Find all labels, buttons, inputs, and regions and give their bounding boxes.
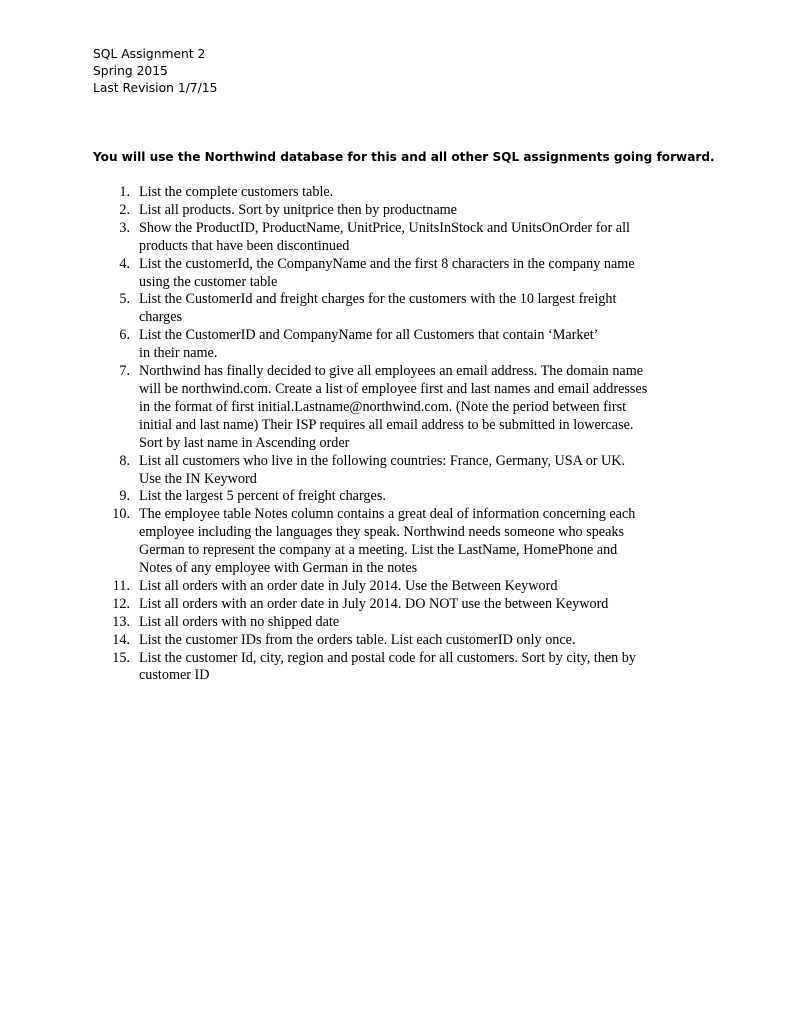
question-item — [106, 506, 706, 578]
question-text-line: charges — [139, 309, 183, 326]
assignment-title: SQL Assignment 2 — [93, 47, 206, 61]
question-text-line: List the CustomerID and CompanyName for all Customers that contain ‘Market’ — [139, 327, 599, 344]
question-item — [106, 650, 706, 686]
semester: Spring 2015 — [93, 64, 168, 78]
question-text-line: Northwind has finally decided to give all employees an email address. The domain name — [139, 363, 644, 380]
question-item — [106, 291, 706, 327]
question-text-line: German to represent the company at a meeting. List the LastName, HomePhone and — [139, 542, 618, 559]
question-text-line: The employee table Notes column contains a great deal of information concerning each — [139, 506, 636, 523]
question-text-line: List all orders with no shipped date — [139, 613, 340, 630]
question-text-line: initial and last name) Their ISP requires all email address to be submitted in lowercase. — [139, 416, 634, 433]
revision-date: Last Revision 1/7/15 — [93, 81, 218, 95]
question-text-line: List the largest 5 percent of freight charges. — [139, 488, 386, 505]
question-text-line: List the CustomerId and freight charges for the customers with the 10 largest freight — [139, 291, 617, 308]
question-item — [106, 363, 706, 453]
question-text-line: will be northwind.com. Create a list of employee first and last names and email addresses — [139, 380, 648, 397]
question-item — [106, 220, 706, 256]
question-text-line: List the customer Id, city, region and postal code for all customers. Sort by city, then by — [139, 649, 636, 666]
question-number: 5. — [119, 291, 130, 308]
question-text-line: customer ID — [139, 667, 210, 684]
questions-list — [106, 184, 706, 685]
question-text-line: using the customer table — [139, 273, 278, 290]
question-item — [106, 488, 706, 506]
question-number: 6. — [119, 327, 130, 344]
question-number: 14. — [112, 631, 130, 648]
question-text-line: List all orders with an order date in July 2014. Use the Between Keyword — [139, 577, 558, 594]
question-number: 8. — [119, 452, 130, 469]
question-text-line: List the customerId, the CompanyName and the first 8 characters in the company name — [139, 255, 635, 272]
question-item — [106, 327, 706, 363]
question-number: 10. — [112, 506, 130, 523]
question-text-line: List the customer IDs from the orders table. List each customerID only once. — [139, 631, 576, 648]
question-number: 9. — [119, 488, 130, 505]
question-number: 7. — [119, 363, 130, 380]
question-text-line: List all customers who live in the following countries: France, Germany, USA or UK. — [139, 452, 626, 469]
question-text-line: List all orders with an order date in July 2014. DO NOT use the between Keyword — [139, 595, 609, 612]
question-text-line: employee including the languages they speak. Northwind needs someone who speaks — [139, 524, 625, 541]
question-text-line: products that have been discontinued — [139, 237, 350, 254]
question-text-line: in their name. — [139, 345, 218, 362]
question-number: 11. — [112, 577, 130, 594]
question-number: 4. — [119, 255, 130, 272]
question-item — [106, 202, 706, 220]
document-header — [93, 46, 217, 97]
question-item — [106, 453, 706, 489]
question-text-line: List the complete customers table. — [139, 184, 334, 200]
question-number: 2. — [119, 201, 130, 218]
question-number: 3. — [119, 219, 130, 236]
question-item — [106, 632, 706, 650]
question-text-line: Notes of any employee with German in the notes — [139, 560, 418, 577]
question-number: 15. — [112, 649, 130, 666]
question-text-line: in the format of first initial.Lastname@northwind.com. (Note the period between first — [139, 398, 627, 415]
question-number: 13. — [112, 613, 130, 630]
intro-statement: You will use the Northwind database for this and all other SQL assignments going forward. — [93, 150, 715, 164]
question-item — [106, 578, 706, 596]
question-text-line: Sort by last name in Ascending order — [139, 434, 350, 451]
question-item — [106, 184, 706, 202]
question-text-line: Use the IN Keyword — [139, 470, 257, 487]
question-number: 1. — [119, 184, 130, 200]
question-item — [106, 614, 706, 632]
question-number: 12. — [112, 595, 130, 612]
question-text-line: Show the ProductID, ProductName, UnitPrice, UnitsInStock and UnitsOnOrder for all — [139, 219, 630, 236]
question-item — [106, 596, 706, 614]
question-text-line: List all products. Sort by unitprice then by productname — [139, 201, 457, 218]
question-item — [106, 256, 706, 292]
